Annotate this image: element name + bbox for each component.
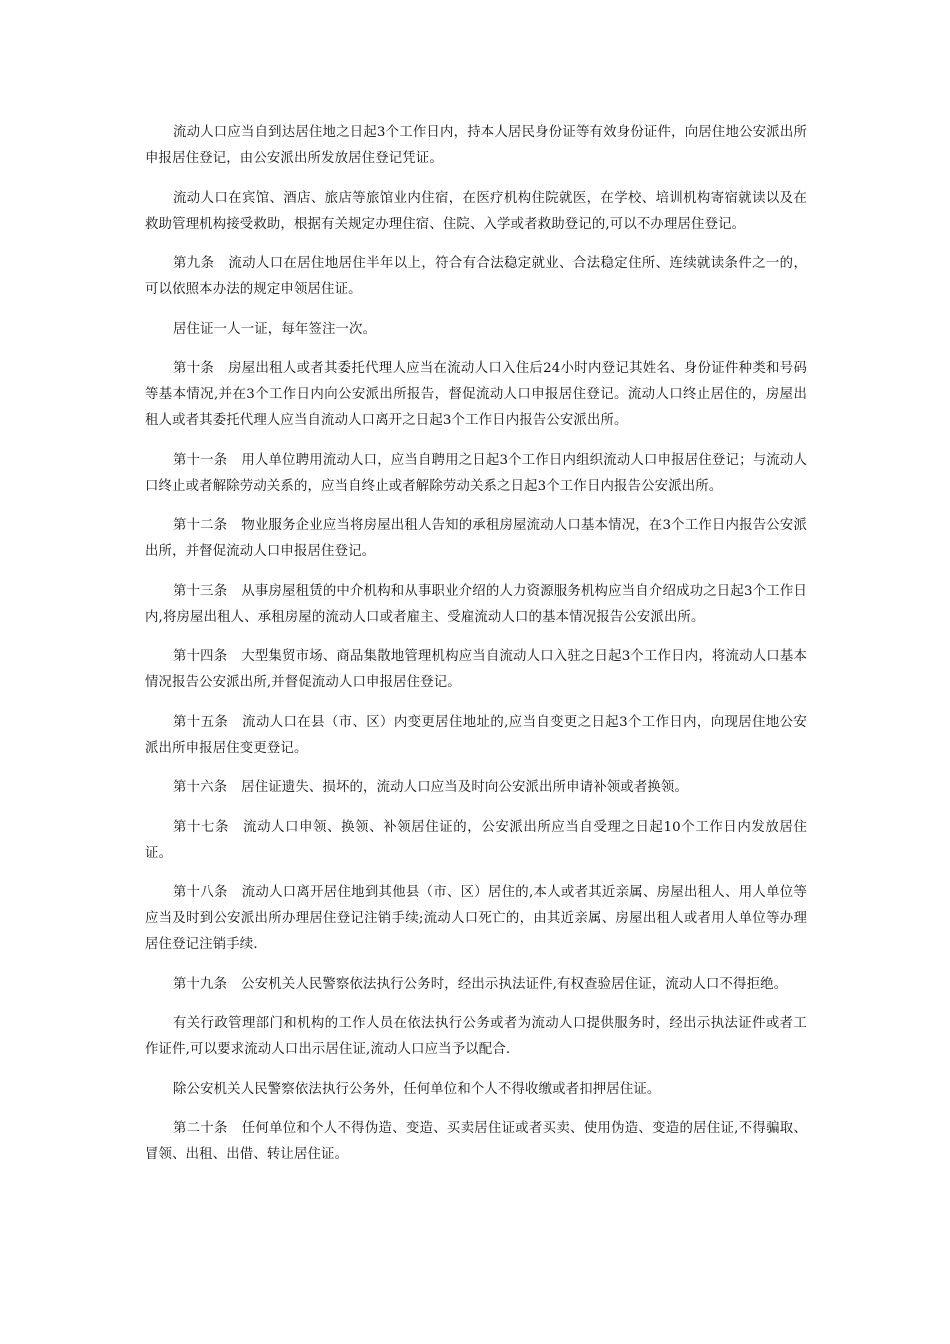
- paragraph-text: 从事房屋租赁的中介机构和从事职业介绍的人力资源服务机构应当自介绍成功之日起3个工作日内,将房屋出租人、承租房屋的流动人口或者雇主、受雇流动人口的基本情况报告公安派出所。: [145, 583, 807, 625]
- article-number: 第十九条: [173, 976, 228, 992]
- article-number: 第十五条: [173, 714, 229, 730]
- article-number: 第十三条: [173, 583, 228, 599]
- article-number: 第十条: [173, 361, 215, 376]
- paragraph-article-16: [145, 775, 807, 801]
- paragraph-article-14: [145, 644, 807, 696]
- paragraph-article-10: [145, 356, 807, 434]
- paragraph-text: 流动人口离开居住地到其他县（市、区）居住的,本人或者其近亲属、房屋出租人、用人单位等应当及时到公安派出所办理居住登记注销手续;流动人口死亡的，由其近亲属、房屋出租人或者用人单位等办理居住登记注销手续.: [145, 885, 807, 952]
- paragraph-article-12: [145, 513, 807, 565]
- paragraph-article-20: [145, 1116, 807, 1168]
- article-number: 第十七条: [173, 819, 230, 835]
- paragraph-text: 流动人口在县（市、区）内变更居住地址的,应当自变更之日起3个工作日内，向现居住地公安派出所申报居住变更登记。: [145, 714, 807, 756]
- paragraph-1: [145, 120, 807, 172]
- article-number: 第九条: [173, 256, 215, 271]
- article-number: 第十六条: [173, 780, 228, 795]
- paragraph-text: 物业服务企业应当将房屋出租人告知的承租房屋流动人口基本情况，在3个工作日内报告公安派出所，并督促流动人口申报居住登记。: [145, 518, 807, 559]
- paragraph-text: 有关行政管理部门和机构的工作人员在依法执行公务或者为流动人口提供服务时，经出示执法证件或者工作证件,可以要求流动人口出示居住证,流动人口应当予以配合.: [145, 1016, 807, 1057]
- paragraph-article-13: [145, 579, 807, 631]
- paragraph-text: 居住证一人一证，每年签注一次。: [173, 321, 377, 337]
- article-number: 第二十条: [173, 1121, 228, 1136]
- paragraph-text: 房屋出租人或者其委托代理人应当在流动人口入住后24小时内登记其姓名、身份证件种类和号码等基本情况,并在3个工作日内向公安派出所报告，督促流动人口申报居住登记。流动人口终止居住的，房屋出租人或者其委托代理人应当自流动人口离开之日起3个工作日内报告公安派出所。: [145, 361, 807, 428]
- paragraph-text: 流动人口在居住地居住半年以上，符合有合法稳定就业、合法稳定住所、连续就读条件之一的，可以依照本办法的规定申领居住证。: [145, 256, 808, 297]
- paragraph-text: 公安机关人民警察依法执行公务时，经出示执法证件,有权查验居住证，流动人口不得拒绝。: [241, 976, 788, 992]
- paragraph-article-19: [145, 972, 807, 998]
- paragraph-2: [145, 186, 807, 238]
- paragraph-article-17: [145, 815, 807, 867]
- paragraph-4: [145, 317, 807, 343]
- paragraph-text: 除公安机关人民警察依法执行公务外，任何单位和个人不得收缴或者扣押居住证。: [173, 1081, 661, 1097]
- article-number: 第十四条: [173, 649, 228, 664]
- paragraph-text: 任何单位和个人不得伪造、变造、买卖居住证或者买卖、使用伪造、变造的居住证,不得骗取、冒领、出租、出借、转让居住证。: [145, 1121, 807, 1162]
- paragraph-text: 流动人口应当自到达居住地之日起3个工作日内，持本人居民身份证等有效身份证件，向居住地公安派出所申报居住登记，由公安派出所发放居住登记凭证。: [145, 125, 807, 166]
- paragraph-text: 流动人口申领、换领、补领居住证的，公安派出所应当自受理之日起10个工作日内发放居住证。: [145, 819, 807, 861]
- article-number: 第十二条: [173, 518, 228, 533]
- article-number: 第十八条: [173, 885, 228, 900]
- paragraph-16: [145, 1077, 807, 1103]
- paragraph-article-9: [145, 251, 807, 303]
- paragraph-text: 大型集贸市场、商品集散地管理机构应当自流动人口入驻之日起3个工作日内，将流动人口基本情况报告公安派出所,并督促流动人口申报居住登记。: [145, 649, 807, 690]
- document-page: [145, 120, 807, 1182]
- paragraph-article-18: [145, 880, 807, 958]
- article-number: 第十一条: [173, 452, 228, 468]
- paragraph-article-15: [145, 710, 807, 762]
- paragraph-text: 居住证遗失、损坏的，流动人口应当及时向公安派出所申请补领或者换领。: [241, 780, 689, 795]
- paragraph-15: [145, 1011, 807, 1063]
- paragraph-text: 用人单位聘用流动人口，应当自聘用之日起3个工作日内组织流动人口申报居住登记；与流动人口终止或者解除劳动关系的，应当自终止或者解除劳动关系之日起3个工作日内报告公安派出所。: [145, 452, 807, 494]
- paragraph-article-11: [145, 448, 807, 500]
- paragraph-text: 流动人口在宾馆、酒店、旅店等旅馆业内住宿，在医疗机构住院就医，在学校、培训机构寄宿就读以及在救助管理机构接受救助，根据有关规定办理住宿、住院、入学或者救助登记的,可以不办理居住登记。: [145, 190, 807, 232]
